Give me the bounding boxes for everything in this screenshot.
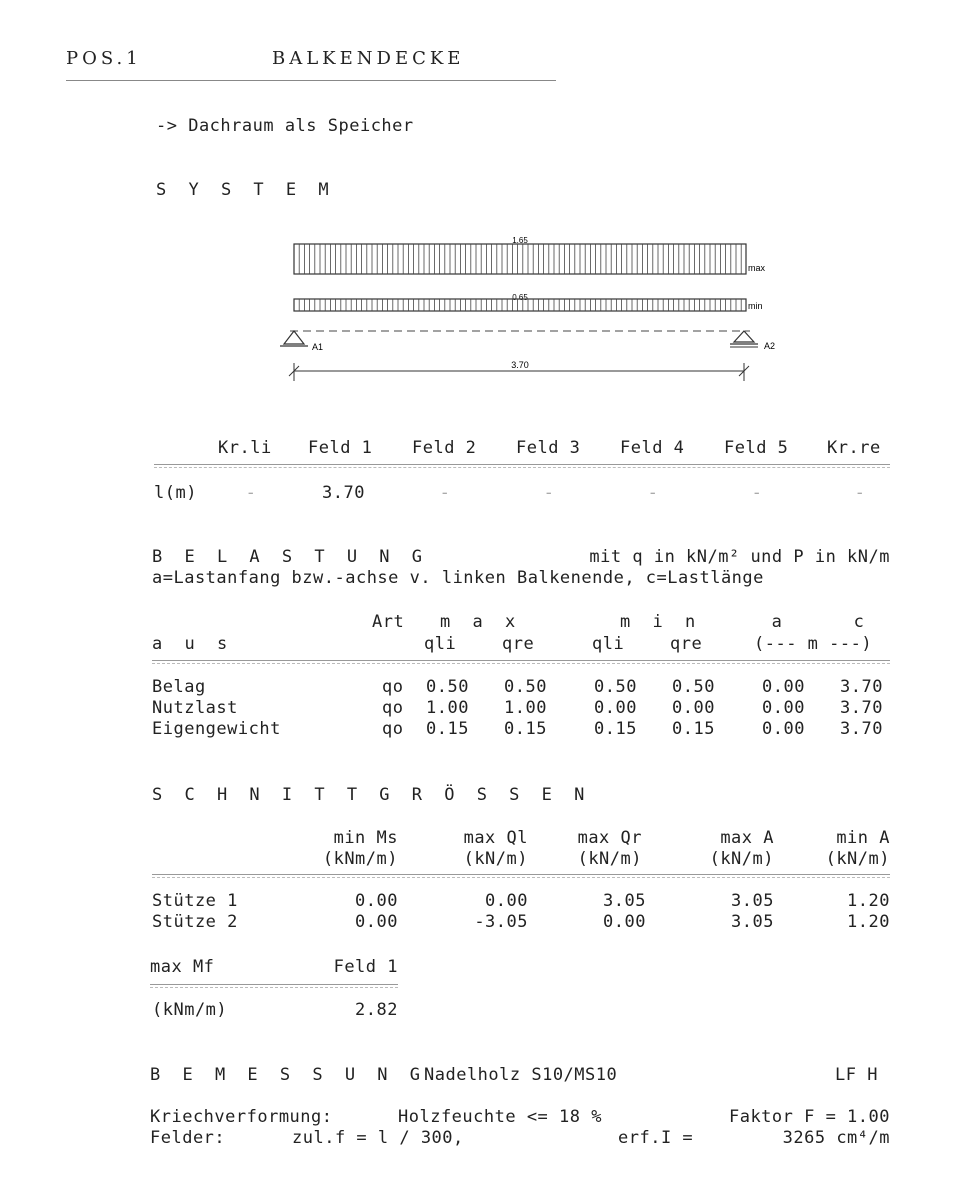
belastung-heading: B E L A S T U N G [152,547,428,567]
load-a: 0.00 [762,698,805,718]
support-a2-label: A2 [764,341,776,351]
felder-label: Felder: [150,1128,226,1148]
span-value-feld-4: - [647,483,659,503]
col-c: c [853,612,865,632]
schnitt-max-qr: 3.05 [603,891,646,911]
support-a2-icon [734,331,754,342]
mf-unit: (kNm/m) [152,1000,228,1020]
span-header-feld-2: Feld 2 [412,438,477,458]
page-title: BALKENDECKE [272,48,465,69]
schnitt-min-ms: 0.00 [355,891,398,911]
load-max-qre: 0.15 [504,719,547,739]
position-number: POS.1 [66,48,142,69]
mf-value: 2.82 [355,1000,398,1020]
schnitt-header-max-a: max A [720,828,774,848]
schnitt-table-rule [152,874,890,878]
load-min-qre: 0.00 [672,698,715,718]
load-art: qo [382,719,404,739]
load-art: qo [382,677,404,697]
load-case: LF H [835,1065,878,1085]
schnitt-unit-min-ms: (kNm/m) [322,849,398,869]
schnitt-header-max-ql: max Ql [463,828,528,848]
load-max-value: 1.65 [512,236,528,245]
col-min-qre: qre [670,634,703,654]
load-name: Belag [152,677,206,697]
schnitt-header-max-qr: max Qr [577,828,642,848]
belastung-table-rule [152,660,890,664]
col-min-qli: qli [592,634,625,654]
schnitt-min-a: 1.20 [847,912,890,932]
load-max-qli: 0.50 [426,677,469,697]
load-max-qre: 0.50 [504,677,547,697]
material-text: Nadelholz S10/MS10 [424,1065,618,1085]
belastung-units: mit q in kN/m² und P in kN/m [589,547,890,567]
span-value: 3.70 [511,360,529,370]
schnitt-unit-min-a: (kN/m) [825,849,890,869]
schnitt-max-qr: 0.00 [603,912,646,932]
span-table-rule [154,464,890,468]
bemessung-heading: B E M E S S U N G [150,1065,426,1085]
load-max-qli: 0.15 [426,719,469,739]
load-min-qli: 0.15 [594,719,637,739]
span-value-feld-2: - [439,483,451,503]
schnitt-max-a: 3.05 [731,891,774,911]
schnitt-unit-max-a: (kN/m) [709,849,774,869]
load-max-qli: 1.00 [426,698,469,718]
load-a: 0.00 [762,719,805,739]
load-c: 3.70 [840,698,883,718]
load-max-qre: 1.00 [504,698,547,718]
kriech-text: Holzfeuchte <= 18 % [398,1107,602,1127]
col-max-qre: qre [502,634,535,654]
span-header-kr-li: Kr.li [218,438,272,458]
faktor-text: Faktor F = 1.00 [728,1107,890,1127]
span-value-feld-3: - [543,483,555,503]
load-art: qo [382,698,404,718]
col-art: Art [372,612,405,632]
schnitt-unit-max-qr: (kN/m) [577,849,642,869]
span-value-kr-re: - [854,483,866,503]
span-header-kr-re: Kr.re [827,438,881,458]
span-value-feld-5: - [751,483,763,503]
max-load-hatch [299,244,741,274]
col-m: (--- m ---) [754,634,873,654]
span-header-feld-4: Feld 4 [620,438,685,458]
kriech-label: Kriechverformung: [150,1107,333,1127]
mf-field: Feld 1 [333,957,398,977]
schnitt-row-name: Stütze 1 [152,891,238,911]
support-a1-icon [284,331,304,344]
load-c: 3.70 [840,677,883,697]
support-a1-label: A1 [312,342,324,352]
schnitt-heading: S C H N I T T G R Ö S S E N [152,785,591,805]
col-max: m a x [440,612,522,632]
span-row-label: l(m) [154,483,197,503]
schnitt-max-ql: 0.00 [485,891,528,911]
schnitt-max-a: 3.05 [731,912,774,932]
erf-value: 3265 cm⁴/m [782,1128,890,1148]
schnitt-min-ms: 0.00 [355,912,398,932]
note-text: -> Dachraum als Speicher [156,116,414,136]
schnitt-unit-max-ql: (kN/m) [463,849,528,869]
beam-system-diagram [270,230,790,390]
mf-table-rule [150,984,398,988]
schnitt-max-ql: -3.05 [474,912,528,932]
load-a: 0.00 [762,677,805,697]
load-name: Eigengewicht [152,719,281,739]
load-c: 3.70 [840,719,883,739]
belastung-explain: a=Lastanfang bzw.-achse v. linken Balkenende, c=Lastlänge [152,568,764,588]
erf-label: erf.I = [618,1128,694,1148]
load-min-label: min [748,301,763,311]
col-min: m i n [620,612,702,632]
load-min-qre: 0.15 [672,719,715,739]
span-header-feld-1: Feld 1 [308,438,373,458]
col-a: a [771,612,783,632]
title-underline [66,80,556,81]
span-header-feld-3: Feld 3 [516,438,581,458]
system-heading: S Y S T E M [156,180,335,200]
load-min-qli: 0.00 [594,698,637,718]
span-value-kr-li: - [245,483,257,503]
schnitt-row-name: Stütze 2 [152,912,238,932]
load-min-value: 0.65 [512,293,528,302]
col-aus: a u s [152,634,234,654]
span-value-feld-1: 3.70 [322,483,365,503]
schnitt-header-min-a: min A [836,828,890,848]
load-min-qli: 0.50 [594,677,637,697]
mf-label: max Mf [150,957,215,977]
schnitt-header-min-ms: min Ms [333,828,398,848]
span-header-feld-5: Feld 5 [724,438,789,458]
load-min-qre: 0.50 [672,677,715,697]
schnitt-min-a: 1.20 [847,891,890,911]
col-max-qli: qli [424,634,457,654]
felder-text: zul.f = l / 300, [292,1128,464,1148]
load-max-label: max [748,263,766,273]
load-name: Nutzlast [152,698,238,718]
